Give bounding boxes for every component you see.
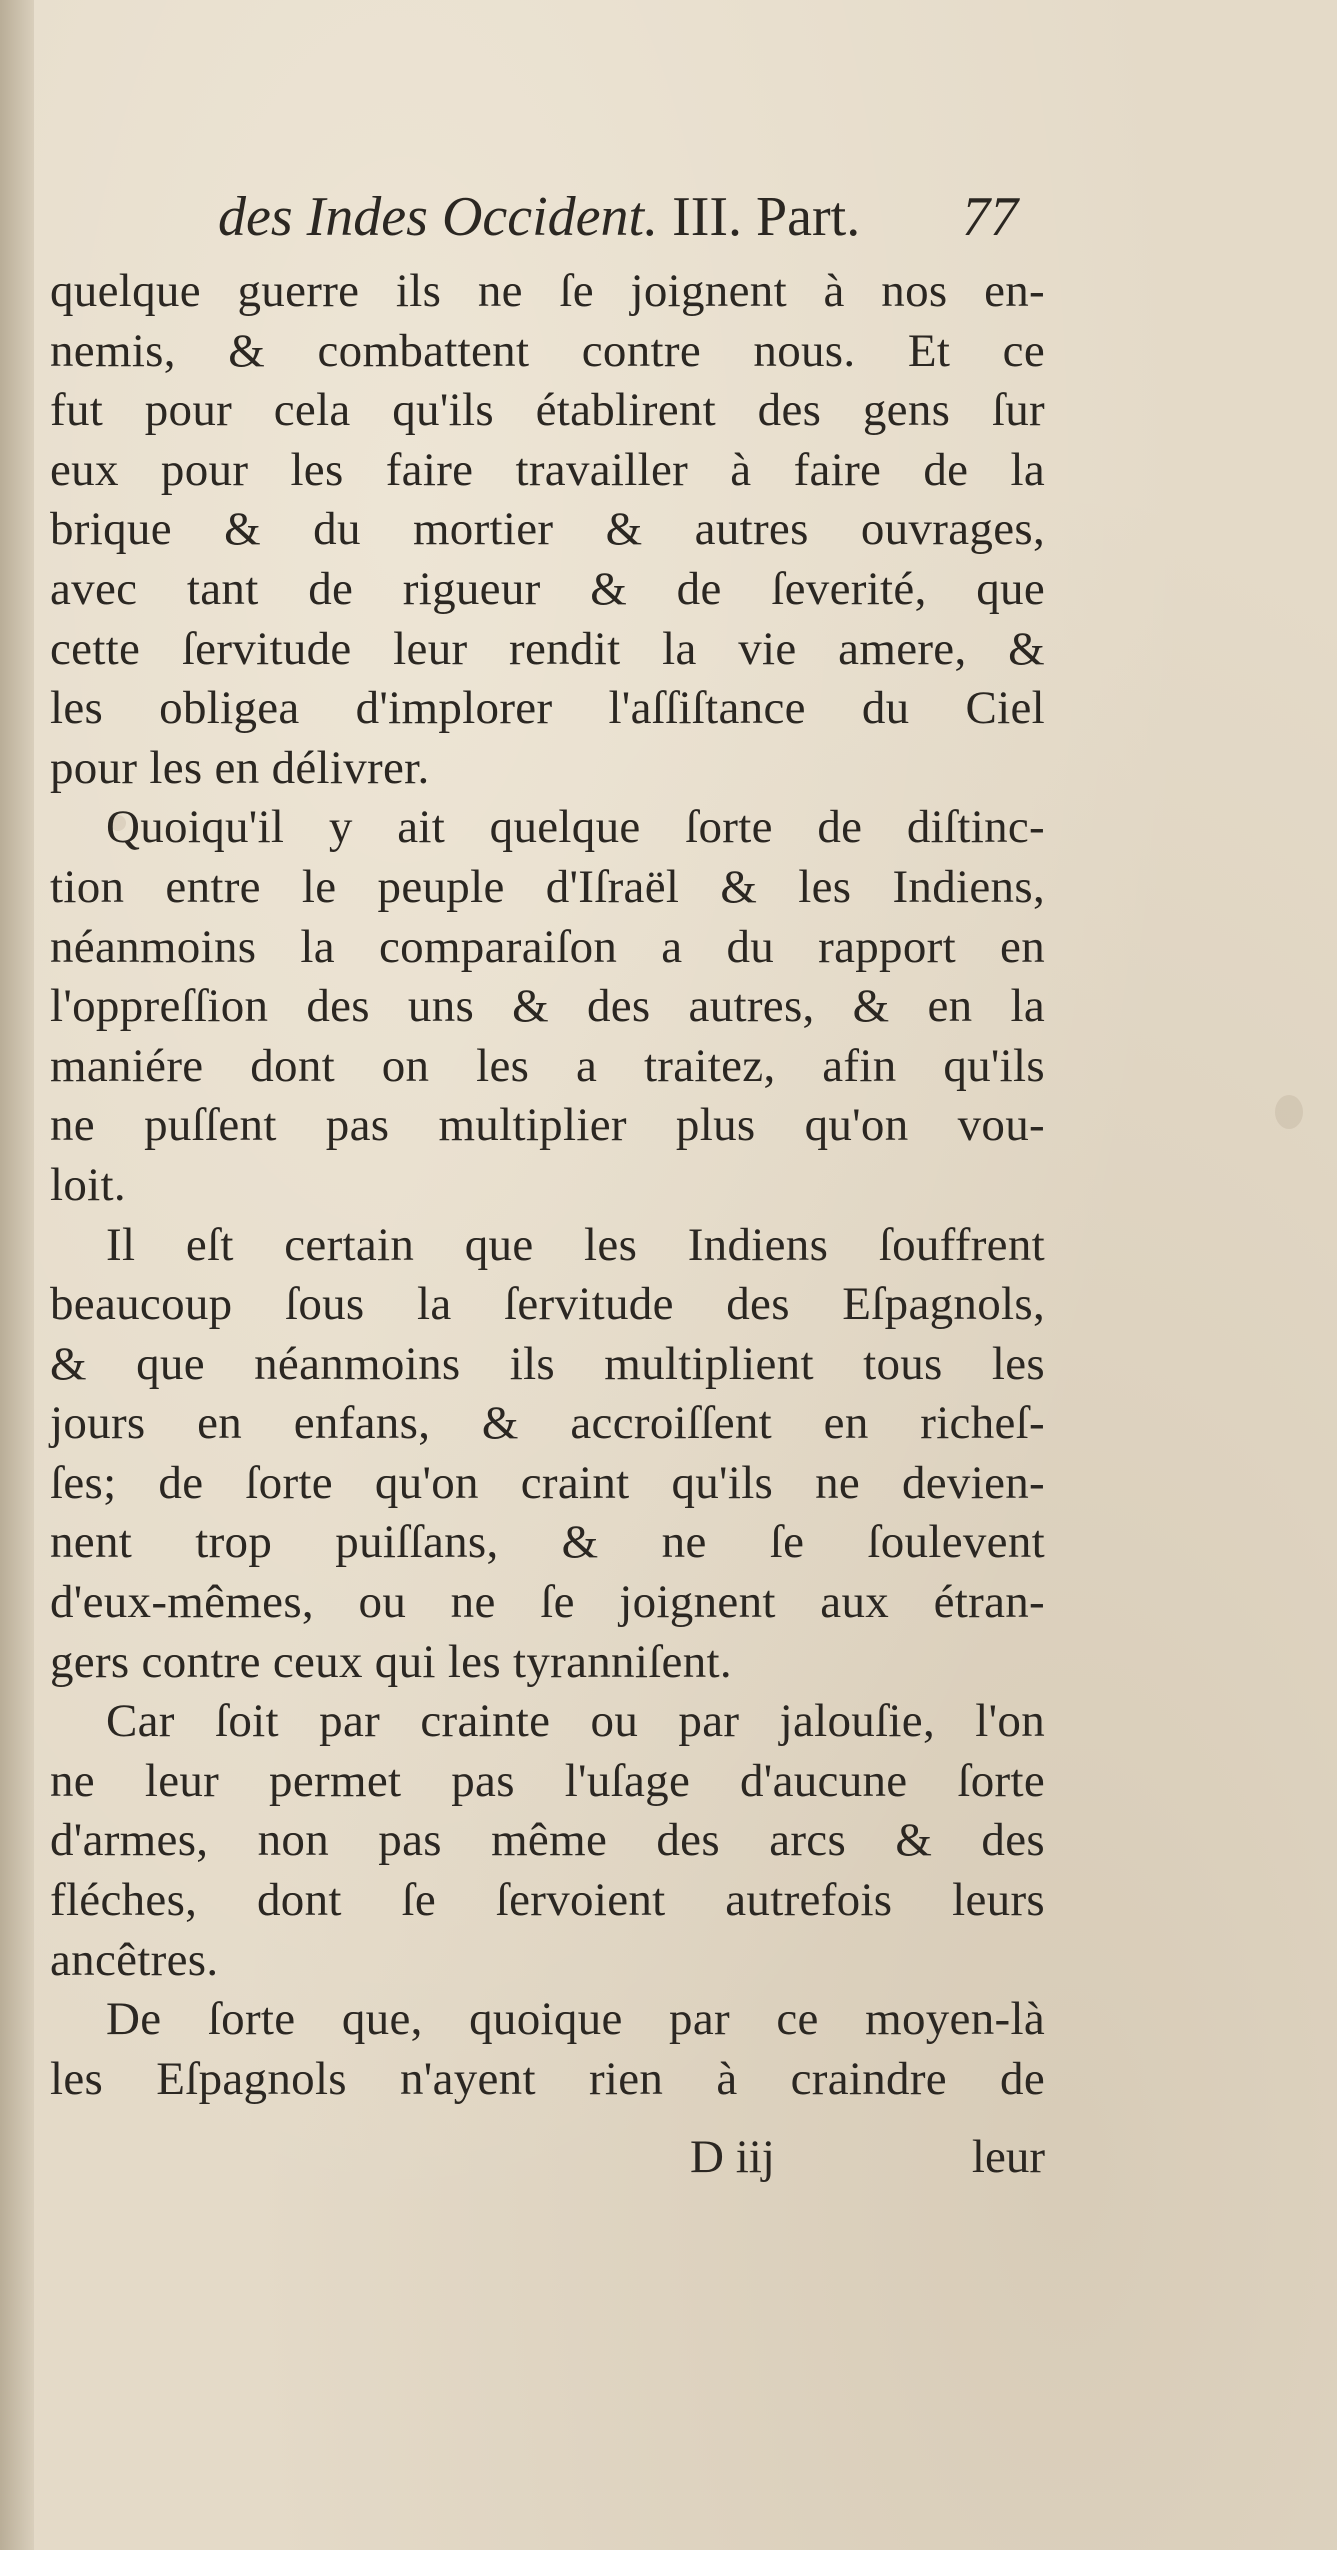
text-line: cette ſervitude leur rendit la vie amere, & — [50, 622, 1045, 675]
body-text — [50, 262, 1045, 2109]
text-line: fut pour cela qu'ils établirent des gens ſur — [50, 384, 1045, 437]
text-line: ſes; de ſorte qu'on craint qu'ils ne devien- — [50, 1456, 1045, 1509]
text-line: brique & du mortier & autres ouvrages, — [50, 503, 1045, 556]
text-line: gers contre ceux qui les tyranniſent. — [50, 1635, 732, 1688]
text-line: jours en enfans, & accroiſſent en richeſ- — [50, 1397, 1045, 1450]
paper-stain — [1275, 1095, 1303, 1129]
text-line: & que néanmoins ils multiplient tous les — [50, 1337, 1045, 1390]
paragraph-start: Car ſoit par crainte ou par jalouſie, l'on — [106, 1695, 1045, 1748]
text-line: maniére dont on les a traitez, afin qu'ils — [50, 1039, 1045, 1092]
text-line: ne leur permet pas l'uſage d'aucune ſorte — [50, 1754, 1045, 1807]
text-line: d'eux-mêmes, ou ne ſe joignent aux étran- — [50, 1576, 1045, 1629]
paragraph-start: De ſorte que, quoique par ce moyen-là — [106, 1993, 1045, 2046]
part-label: III. Part. — [672, 186, 861, 248]
text-line: néanmoins la comparaiſon a du rapport en — [50, 920, 1045, 973]
text-line: pour les en délivrer. — [50, 741, 430, 794]
text-line: quelque guerre ils ne ſe joignent à nos en- — [50, 265, 1045, 317]
text-line: d'armes, non pas même des arcs & des — [50, 1814, 1045, 1867]
paragraph-start: Il eſt certain que les Indiens ſouffrent — [106, 1218, 1045, 1271]
text-line: ancêtres. — [50, 1933, 219, 1986]
text-line: les obligea d'implorer l'aſſiſtance du Ciel — [50, 682, 1045, 735]
text-line: nent trop puiſſans, & ne ſe ſoulevent — [50, 1516, 1045, 1569]
text-line: ne puſſent pas multiplier plus qu'on vou- — [50, 1099, 1045, 1152]
page-footer — [50, 2125, 1045, 2189]
text-line: fléches, dont ſe ſervoient autrefois leurs — [50, 1874, 1045, 1927]
text-line: avec tant de rigueur & de ſeverité, que — [50, 562, 1045, 615]
running-title: des Indes Occident. III. Part. — [218, 186, 861, 248]
text-line: les Eſpagnols n'ayent rien à craindre de — [50, 2052, 1045, 2105]
text-line: l'oppreſſion des uns & des autres, & en la — [50, 980, 1045, 1033]
signature-mark: D iij — [690, 2131, 775, 2183]
paragraph-start: Quoiqu'il y ait quelque ſorte de diſtinc- — [106, 801, 1045, 854]
text-line: loit. — [50, 1158, 126, 1211]
text-line: tion entre le peuple d'Iſraël & les Indiens, — [50, 860, 1045, 913]
running-header — [218, 182, 1018, 252]
text-line: beaucoup ſous la ſervitude des Eſpagnols, — [50, 1278, 1045, 1331]
text-line: eux pour les faire travailler à faire de la — [50, 443, 1045, 496]
page-number: 77 — [962, 186, 1018, 248]
catchword: leur — [971, 2131, 1045, 2183]
text-line: nemis, & combattent contre nous. Et ce — [50, 324, 1045, 377]
page-gutter — [0, 0, 34, 2550]
